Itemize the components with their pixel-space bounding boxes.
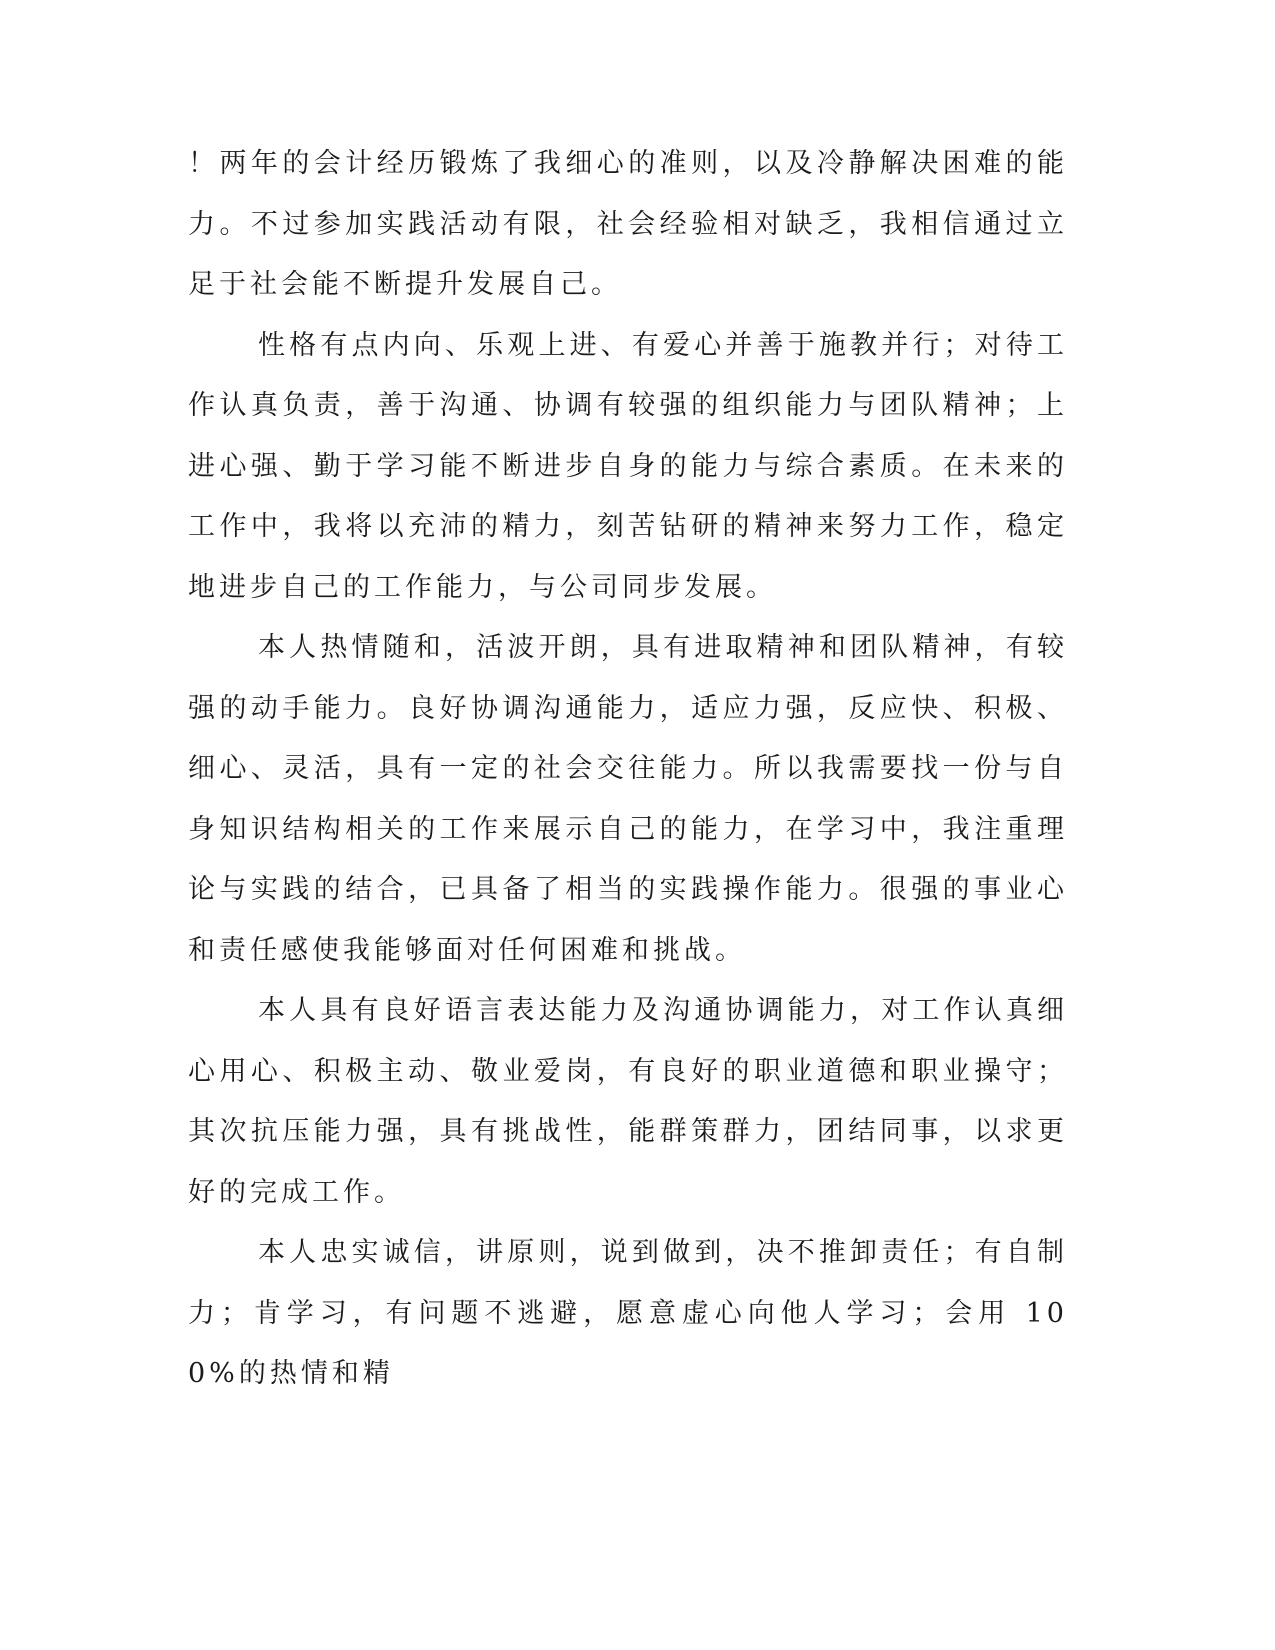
paragraph-1: ！两年的会计经历锻炼了我细心的准则，以及冷静解决困难的能力。不过参加实践活动有限，社会经验相对缺乏，我相信通过立足于社会能不断提升发展自己。 <box>188 148 1068 300</box>
paragraph-3: 本人热情随和，活波开朗，具有进取精神和团队精神，有较强的动手能力。良好协调沟通能力，适应力强，反应快、积极、细心、灵活，具有一定的社会交往能力。所以我需要找一份与自身知识结构相关的工作来展示自己的能力，在学习中，我注重理论与实践的结合，已具备了相当的实践操作能力。很强的事业心和责任感使我能够面对任何困难和挑战。 <box>188 632 1068 966</box>
paragraph-5: 本人忠实诚信，讲原则，说到做到，决不推卸责任；有自制力；肯学习，有问题不逃避，愿意虚心向他人学习；会用 100%的热情和精 <box>188 1237 1068 1389</box>
paragraph-2: 性格有点内向、乐观上进、有爱心并善于施教并行；对待工作认真负责，善于沟通、协调有较强的组织能力与团队精神；上进心强、勤于学习能不断进步自身的能力与综合素质。在未来的工作中，我将以充沛的精力，刻苦钻研的精神来努力工作，稳定地进步自己的工作能力，与公司同步发展。 <box>188 329 1068 603</box>
document-body <box>188 134 1068 1405</box>
paragraph-4: 本人具有良好语言表达能力及沟通协调能力，对工作认真细心用心、积极主动、敬业爱岗，有良好的职业道德和职业操守；其次抗压能力强，具有挑战性，能群策群力，团结同事，以求更好的完成工作。 <box>188 995 1068 1208</box>
